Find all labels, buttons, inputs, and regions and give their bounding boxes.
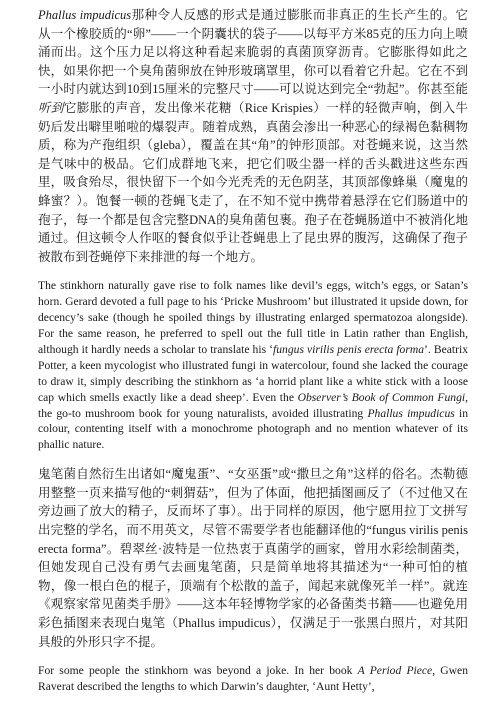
text-run: 那种令人反感的形式是通过膨胀而非真正的生长产生的。它从一个橡胶质的“卵”——一个阴囊状的袋子——以每平方米85克的压力向上喷涌而出。这个压力足以将这种看起来脆弱的真菌顶穿沥青。它膨胀得如此之快，如果你把一个臭角菌卵放在钟形玻璃罩里，你可以看着它升起。它在不到一小时内就达到10到15厘米的完整尺寸——可以说达到完全“勃起”。你甚至能 xyxy=(38,8,468,97)
paragraph-zh-2 xyxy=(38,465,468,651)
book-title: A Period Piece xyxy=(357,664,433,678)
italic-term: fungus virilis penis erecta forma xyxy=(273,342,425,356)
italic-term: Phallus impudicus xyxy=(38,8,132,22)
paragraph-en-1 xyxy=(38,278,468,453)
paragraph-en-2 xyxy=(38,663,468,695)
text-run: The stinkhorn naturally gave rise to folk names like devil’s eggs, witch’s eggs, or Satan’s horn. Gerard devoted a full page to his ‘Pricke Mushroom’ but illustrated it upside down, for decency’s sake (though he spoiled things by illustrating enlarged spermatozoa alongside). For the same reason, he preferred to spell out the full title in Latin rather than English, although it hardly needs a scholar to translate his ‘ xyxy=(38,279,468,356)
paragraph-zh-1 xyxy=(38,6,468,266)
text-run: , the go-to mushroom book for young naturalists, avoided illustrating xyxy=(38,390,468,420)
text-run: , Gwen Raverat described the lengths to which Darwin’s daughter, ‘Aunt Hetty’, xyxy=(38,664,468,694)
italic-term: Phallus impudicus xyxy=(367,406,455,420)
italic-term: 听到 xyxy=(38,100,64,115)
text-run: ’. Beatrix Potter, a keen mycologist who illustrated fungi in watercolour, found she lacked the courage to draw it, simply describing the stinkhorn as ‘a horrid plant like a white stick with a loose cap which smells exactly like a dead sheep’. Even the xyxy=(38,342,468,404)
text-run: 它膨胀的声音，发出像米花糖（Rice Krispies）一样的轻微声响，倒入牛奶后发出噼里啪啦的爆裂声。随着成熟，真菌会渗出一种恶心的绿褐色黏稠物质，称为产孢组织（gleba），覆盖在其“角”的钟形顶部。对苍蝇来说，这当然是气味中的极品。它们成群地飞来，把它们吸尘器一样的舌头戳进这些东西里，吸食殆尽，很快留下一个如今光秃秃的无色阴茎，其顶部像蜂巢（魔鬼的蜂蜜？）。饱餐一顿的苍蝇飞走了，在不知不觉中携带着悬浮在它们肠道中的孢子，每一个都是包含完整DNA的臭角菌包裹。孢子在苍蝇肠道中不被消化地通过。但这顿令人作呕的餐食似乎让苍蝇患上了昆虫界的腹泻，这确保了孢子被散布到苍蝇停下来排泄的每一个地方。 xyxy=(38,100,468,264)
text-run: For some people the stinkhorn was beyond a joke. In her book xyxy=(38,664,358,678)
text-run: in colour, contenting itself with a monochrome photograph and no mention whatever of its phallic nature. xyxy=(38,406,468,452)
book-title: Observer’s Book of Common Fungi xyxy=(297,390,466,404)
text-run: 鬼笔菌自然衍生出诸如“魔鬼蛋”、“女巫蛋”或“撒旦之角”这样的俗名。杰勒德用整整一页来描写他的“刺猬菇”，但为了体面，他把插图画反了（不过他又在旁边画了放大的精子，反而坏了事）。出于同样的原因，他宁愿用拉丁文拼写出完整的学名，而不用英文，尽管不需要学者也能翻译他的“fungus virilis penis erecta forma”。碧翠丝·波特是一位热衷于真菌学的画家，曾用水彩绘制菌类，但她发现自己没有勇气去画鬼笔菌，只是简单地将其描述为“一种可怕的植物，像一根白色的棍子，顶端有个松散的盖子，闻起来就像死羊一样”。就连《观察家常见菌类手册》——这本年轻博物学家的必备菌类书籍——也避免用彩色插图来表现白鬼笔（Phallus impudicus），仅满足于一张黑白照片，对其阳具般的外形只字不提。 xyxy=(38,467,468,649)
